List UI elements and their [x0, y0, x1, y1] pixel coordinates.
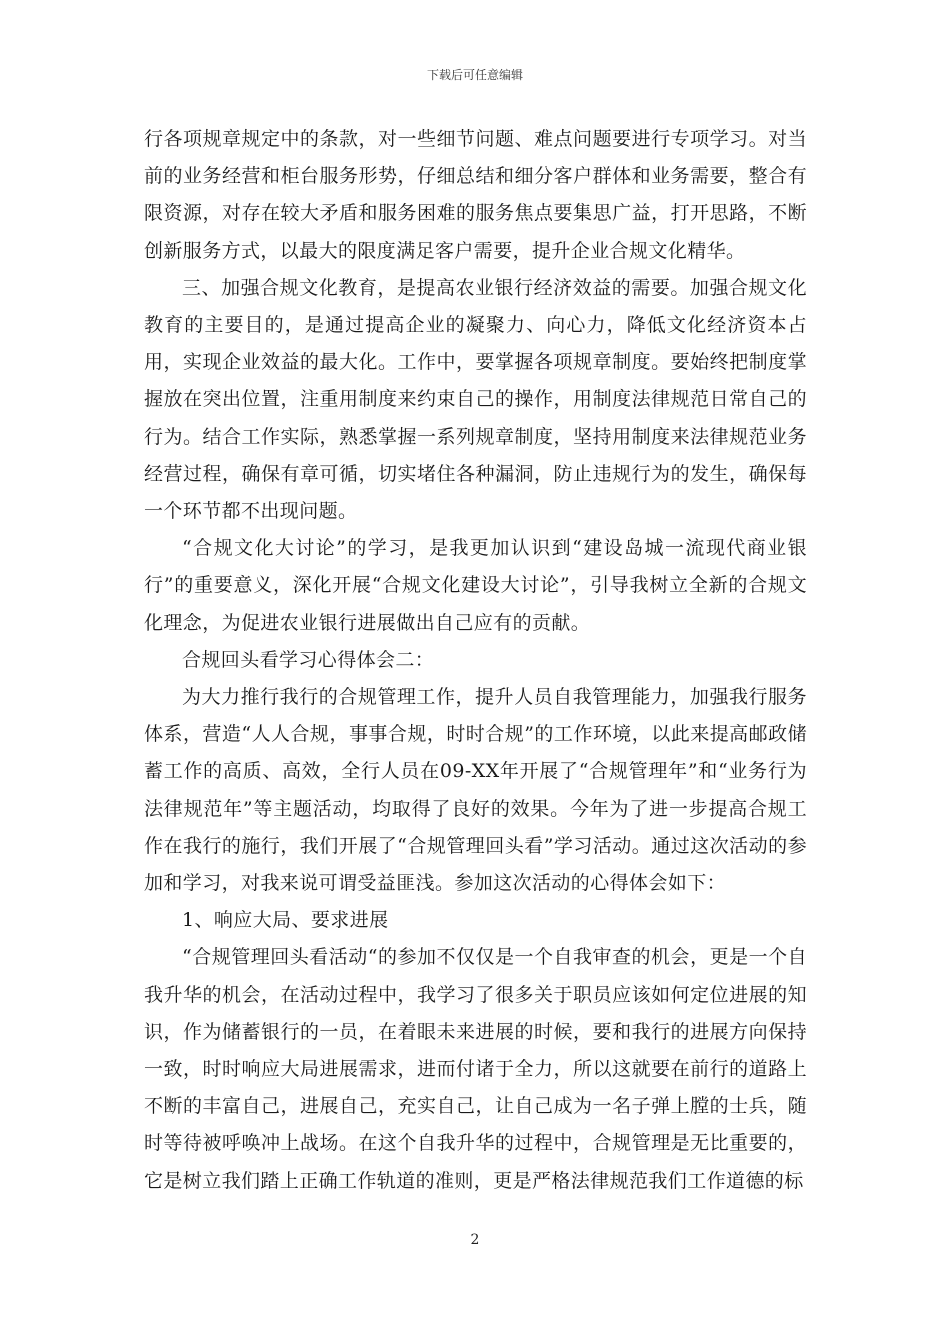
paragraph-discussion: “合规文化大讨论”的学习，是我更加认识到“建设岛城一流现代商业银行”的重要意义，深化开展“合规文化建设大讨论”，引导我树立全新的合规文化理念，为促进农业银行进展做出自己应有的贡献。 — [144, 537, 807, 634]
document-body — [144, 121, 807, 1200]
section-heading-two: 合规回头看学习心得体会二： — [182, 648, 435, 671]
paragraph-section-three: 三、加强合规文化教育，是提高农业银行经济效益的需要。加强合规文化教育的主要目的，是通过提高企业的凝聚力、向心力，降低文化经济资本占用，实现企业效益的最大化。工作中，要掌握各项规章制度。要始终把制度掌握放在突出位置，注重用制度来约束自己的操作，用制度法律规范日常自己的行为。结合工作实际，熟悉掌握一系列规章制度，坚持用制度来法律规范业务经营过程，确保有章可循，切实堵住各种漏洞，防止违规行为的发生，确保每一个环节都不出现问题。 — [144, 276, 807, 523]
paragraph-continuation: 行各项规章规定中的条款，对一些细节问题、难点问题要进行专项学习。对当前的业务经营和柜台服务形势，仔细总结和细分客户群体和业务需要，整合有限资源，对存在较大矛盾和服务困难的服务焦点要集思广益，打开思路，不断创新服务方式，以最大的限度满足客户需要，提升企业合规文化精华。 — [144, 128, 807, 262]
subheading-one: 1、响应大局、要求进展 — [182, 909, 389, 932]
page-header: 下载后可任意编辑 — [426, 68, 523, 82]
paragraph-intro-two: 为大力推行我行的合规管理工作，提升人员自我管理能力，加强我行服务体系，营造“人人合规，事事合规，时时合规”的工作环境，以此来提高邮政储蓄工作的高质、高效，全行人员在09-XX年开展了“合规管理年”和“业务行为法律规范年”等主题活动，均取得了良好的效果。今年为了进一步提高合规工作在我行的施行，我们开展了“合规管理回头看”学习活动。通过这次活动的参加和学习，对我来说可谓受益匪浅。参加这次活动的心得体会如下： — [144, 686, 807, 895]
paragraph-activity: “合规管理回头看活动“的参加不仅仅是一个自我审查的机会，更是一个自我升华的机会，在活动过程中，我学习了很多关于职员应该如何定位进展的知识，作为储蓄银行的一员，在着眼未来进展的时候，要和我行的进展方向保持一致，时时响应大局进展需求，进而付诸于全力，所以这就要在前行的道路上不断的丰富自己，进展自己，充实自己，让自己成为一名子弹上膛的士兵，随时等待被呼唤冲上战场。在这个自我升华的过程中，合规管理是无比重要的，它是树立我们踏上正确工作轨道的准则，更是严格法律规范我们工作道德的标 — [144, 946, 807, 1192]
page-number: 2 — [470, 1232, 480, 1248]
